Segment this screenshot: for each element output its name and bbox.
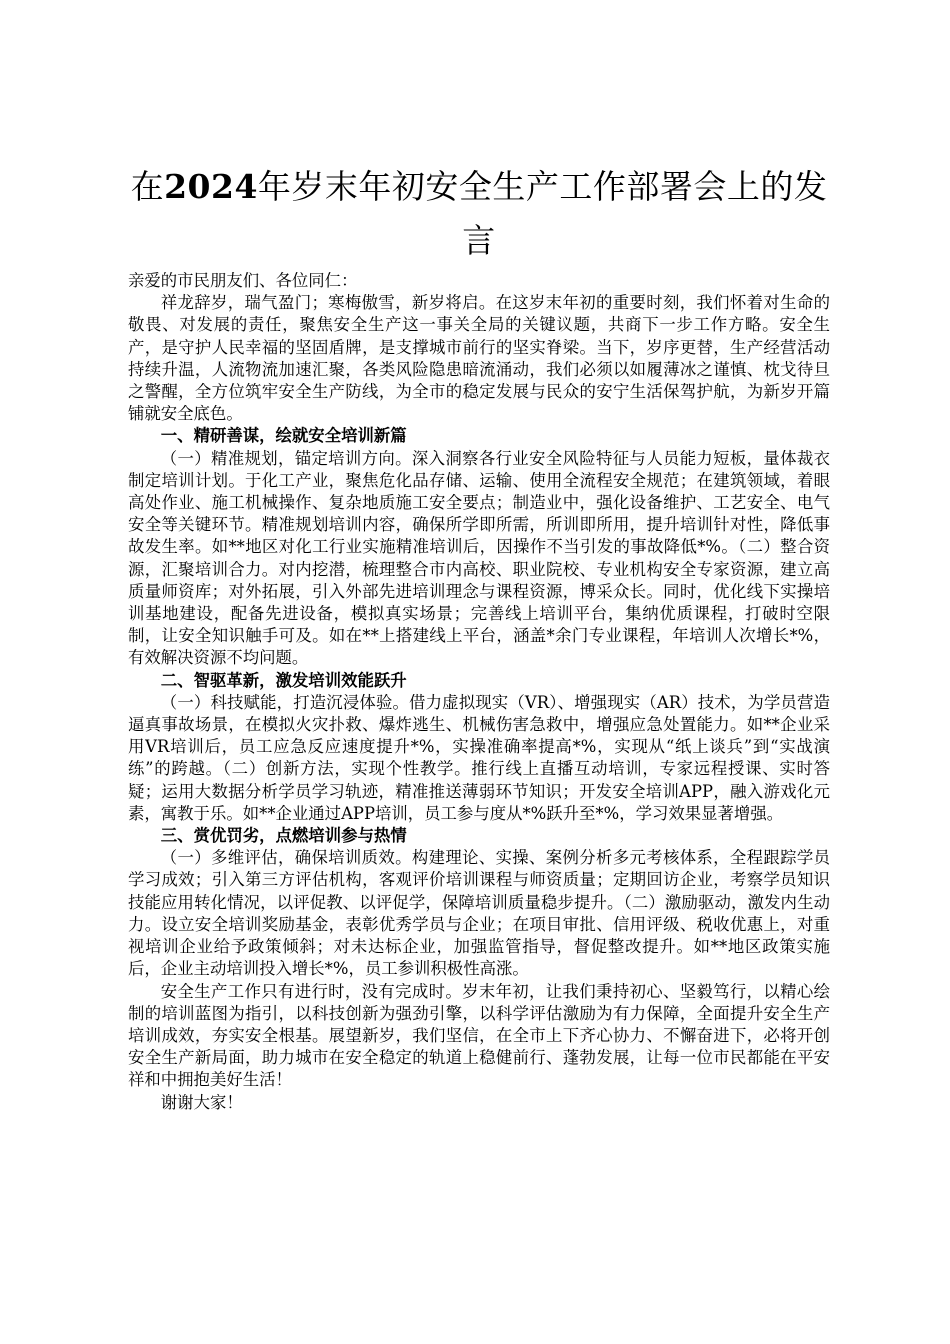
- document-title: [128, 160, 830, 268]
- title-year: 2024: [164, 167, 258, 206]
- closing-paragraph: 安全生产工作只有进行时，没有完成时。岁末年初，让我们秉持初心、坚毅笃行，以精心绘制的培训蓝图为指引，以科技创新为强劲引擎，以科学评估激励为有力保障，全面提升安全生产培训成效，夯实安全根基。展望新岁，我们坚信，在全市上下齐心协力、不懈奋进下，必将开创安全生产新局面，助力城市在安全稳定的轨道上稳健前行、蓬勃发展，让每一位市民都能在平安祥和中拥抱美好生活！: [128, 981, 830, 1090]
- section-heading-2: 二、智驱革新，激发培训效能跃升: [160, 670, 407, 690]
- section-body-1: （一）精准规划，锚定培训方向。深入洞察各行业安全风险特征与人员能力短板，量体裁衣制定培训计划。于化工产业，聚焦危化品存储、运输、使用全流程安全规范；在建筑领域，着眼高处作业、施工机械操作、复杂地质施工安全要点；制造业中，强化设备维护、工艺安全、电气安全等关键环节。精准规划培训内容，确保所学即所需，所训即所用，提升培训针对性，降低事故发生率。如**地区对化工行业实施精准培训后，因操作不当引发的事故降低*%。（二）整合资源，汇聚培训合力。对内挖潜，梳理整合市内高校、职业院校、专业机构安全专家资源，建立高质量师资库；对外拓展，引入外部先进培训理念与课程资源，博采众长。同时，优化线下实操培训基地建设，配备先进设备，模拟真实场景；完善线上培训平台，集纳优质课程，打破时空限制，让安全知识触手可及。如在**上搭建线上平台，涵盖*余门专业课程，年培训人次增长*%，有效解决资源不均问题。: [128, 448, 830, 668]
- section-heading-1: 一、精研善谋，绘就安全培训新篇: [160, 426, 407, 446]
- intro-paragraph: 祥龙辞岁，瑞气盈门；寒梅傲雪，新岁将启。在这岁末年初的重要时刻，我们怀着对生命的敬畏、对发展的责任，聚焦安全生产这一事关全局的关键议题，共商下一步工作方略。安全生产，是守护人民幸福的坚固盾牌，是支撑城市前行的坚实脊梁。当下，岁序更替，生产经营活动持续升温，人流物流加速汇聚，各类风险隐患暗流涌动，我们必须以如履薄冰之谨慎、枕戈待旦之警醒，全方位筑牢安全生产防线，为全市的稳定发展与民众的安宁生活保驾护航，为新岁开篇铺就安全底色。: [128, 293, 830, 424]
- thanks-line: 谢谢大家！: [160, 1092, 243, 1112]
- section-heading-3: 三、赏优罚劣，点燃培训参与热情: [160, 826, 407, 846]
- title-prefix: 在: [130, 167, 165, 206]
- section-body-3: （一）多维评估，确保培训质效。构建理论、实操、案例分析多元考核体系，全程跟踪学员学习成效；引入第三方评估机构，客观评价培训课程与师资质量；定期回访企业，考察学员知识技能应用转化情况，以评促教、以评促学，保障培训质量稳步提升。（二）激励驱动，激发内生动力。设立安全培训奖励基金，表彰优秀学员与企业；在项目审批、信用评级、税收优惠上，对重视培训企业给予政策倾斜；对未达标企业，加强监管指导，督促整改提升。如**地区政策实施后，企业主动培训投入增长*%，员工参训积极性高涨。: [128, 848, 830, 979]
- document-body: [128, 270, 830, 1114]
- title-suffix: 年岁末年初安全生产工作部署会上的发言: [257, 167, 828, 260]
- section-body-2: （一）科技赋能，打造沉浸体验。借力虚拟现实（VR）、增强现实（AR）技术，为学员营造逼真事故场景，在模拟火灾扑救、爆炸逃生、机械伤害急救中，增强应急处置能力。如**企业采用VR培训后，员工应急反应速度提升*%，实操准确率提高*%，实现从“纸上谈兵”到“实战演练”的跨越。（二）创新方法，实现个性教学。推行线上直播互动培训，专家远程授课、实时答疑；运用大数据分析学员学习轨迹，精准推送薄弱环节知识；开发安全培训APP，融入游戏化元素，寓教于乐。如**企业通过APP培训，员工参与度从*%跃升至*%，学习效果显著增强。: [128, 692, 830, 823]
- document-page: [128, 160, 830, 1114]
- salutation: 亲爱的市民朋友们、各位同仁：: [128, 271, 358, 290]
